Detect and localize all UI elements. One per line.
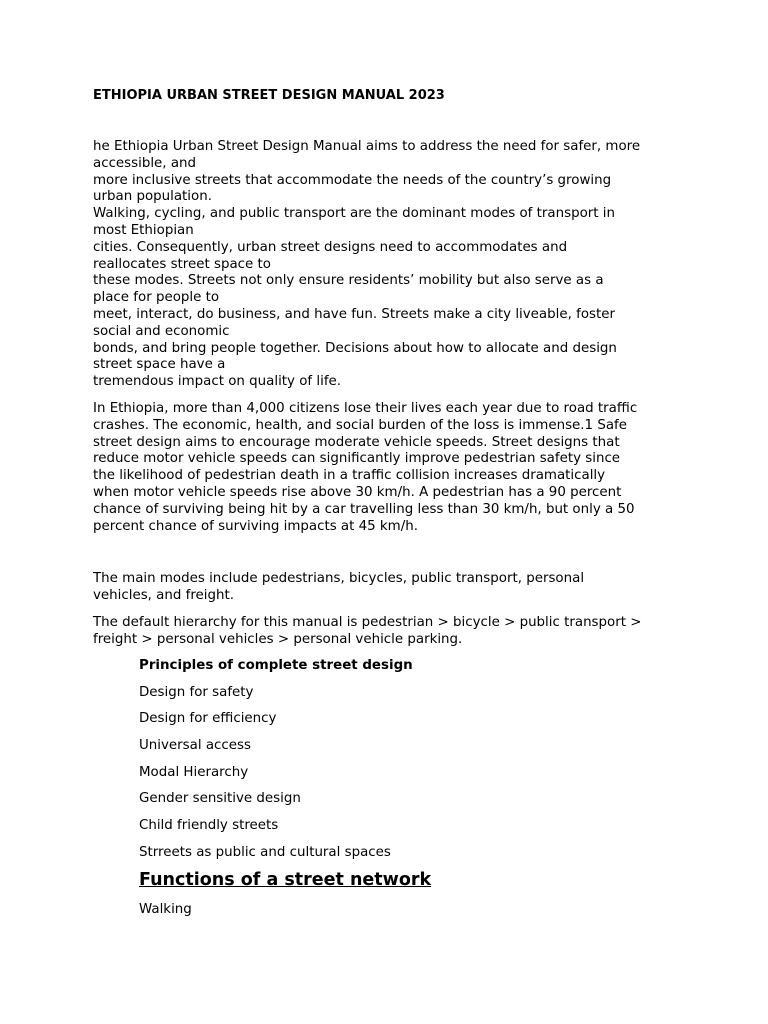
text-line: bonds, and bring people together. Decisions about how to allocate and design — [93, 340, 617, 356]
principles-list — [139, 657, 699, 871]
text-line: tremendous impact on quality of life. — [93, 374, 342, 390]
text-line: Walking, cycling, and public transport are the dominant modes of transport in — [93, 206, 615, 222]
text-line: most Ethiopian — [93, 222, 194, 238]
text-line: freight > personal vehicles > personal vehicle parking. — [93, 631, 463, 647]
intro-paragraph — [93, 139, 683, 391]
list-item: Strreets as public and cultural spaces — [139, 844, 391, 860]
text-line: meet, interact, do business, and have fun. Streets make a city liveable, foster — [93, 306, 615, 322]
functions-heading: Functions of a street network — [139, 870, 432, 890]
list-item: Universal access — [139, 738, 251, 754]
list-item: Child friendly streets — [139, 818, 279, 834]
list-item: Walking — [139, 902, 192, 917]
text-line: reallocates street space to — [93, 256, 271, 272]
text-line: street design aims to encourage moderate vehicle speeds. Street designs that — [93, 434, 620, 450]
text-line: crashes. The economic, health, and social burden of the loss is immense.1 Safe — [93, 417, 627, 433]
list-item: Modal Hierarchy — [139, 764, 249, 780]
text-line: accessible, and — [93, 155, 197, 171]
text-line: he Ethiopia Urban Street Design Manual aims to address the need for safer, more — [93, 139, 641, 154]
list-item: Gender sensitive design — [139, 791, 301, 807]
hierarchy-paragraph — [93, 615, 683, 649]
document-title: ETHIOPIA URBAN STREET DESIGN MANUAL 2023 — [93, 88, 445, 103]
text-line: social and economic — [93, 323, 230, 339]
text-line: The main modes include pedestrians, bicycles, public transport, personal — [93, 571, 585, 586]
text-line: reduce motor vehicle speeds can significantly improve pedestrian safety since — [93, 451, 621, 467]
text-line: chance of surviving being hit by a car travelling less than 30 km/h, but only a 50 — [93, 501, 635, 517]
text-line: The default hierarchy for this manual is pedestrian > bicycle > public transport > — [93, 615, 642, 630]
text-line: street space have a — [93, 357, 226, 373]
text-line: In Ethiopia, more than 4,000 citizens lose their lives each year due to road traffic — [93, 401, 638, 416]
list-item: Design for efficiency — [139, 711, 277, 727]
text-line: urban population. — [93, 189, 212, 205]
modes-paragraph — [93, 571, 683, 605]
text-line: more inclusive streets that accommodate the needs of the country’s growing — [93, 172, 612, 188]
text-line: these modes. Streets not only ensure residents’ mobility but also serve as a — [93, 273, 604, 289]
safety-paragraph — [93, 401, 683, 535]
text-line: place for people to — [93, 290, 220, 306]
text-line: the likelihood of pedestrian death in a traffic collision increases dramatically — [93, 468, 606, 484]
principles-heading: Principles of complete street design — [139, 658, 413, 673]
text-line: percent chance of surviving impacts at 45 km/h. — [93, 518, 418, 534]
text-line: vehicles, and freight. — [93, 587, 235, 603]
text-line: cities. Consequently, urban street designs need to accommodates and — [93, 239, 568, 255]
list-item: Design for safety — [139, 684, 254, 700]
text-line: when motor vehicle speeds rise above 30 km/h. A pedestrian has a 90 percent — [93, 484, 622, 500]
